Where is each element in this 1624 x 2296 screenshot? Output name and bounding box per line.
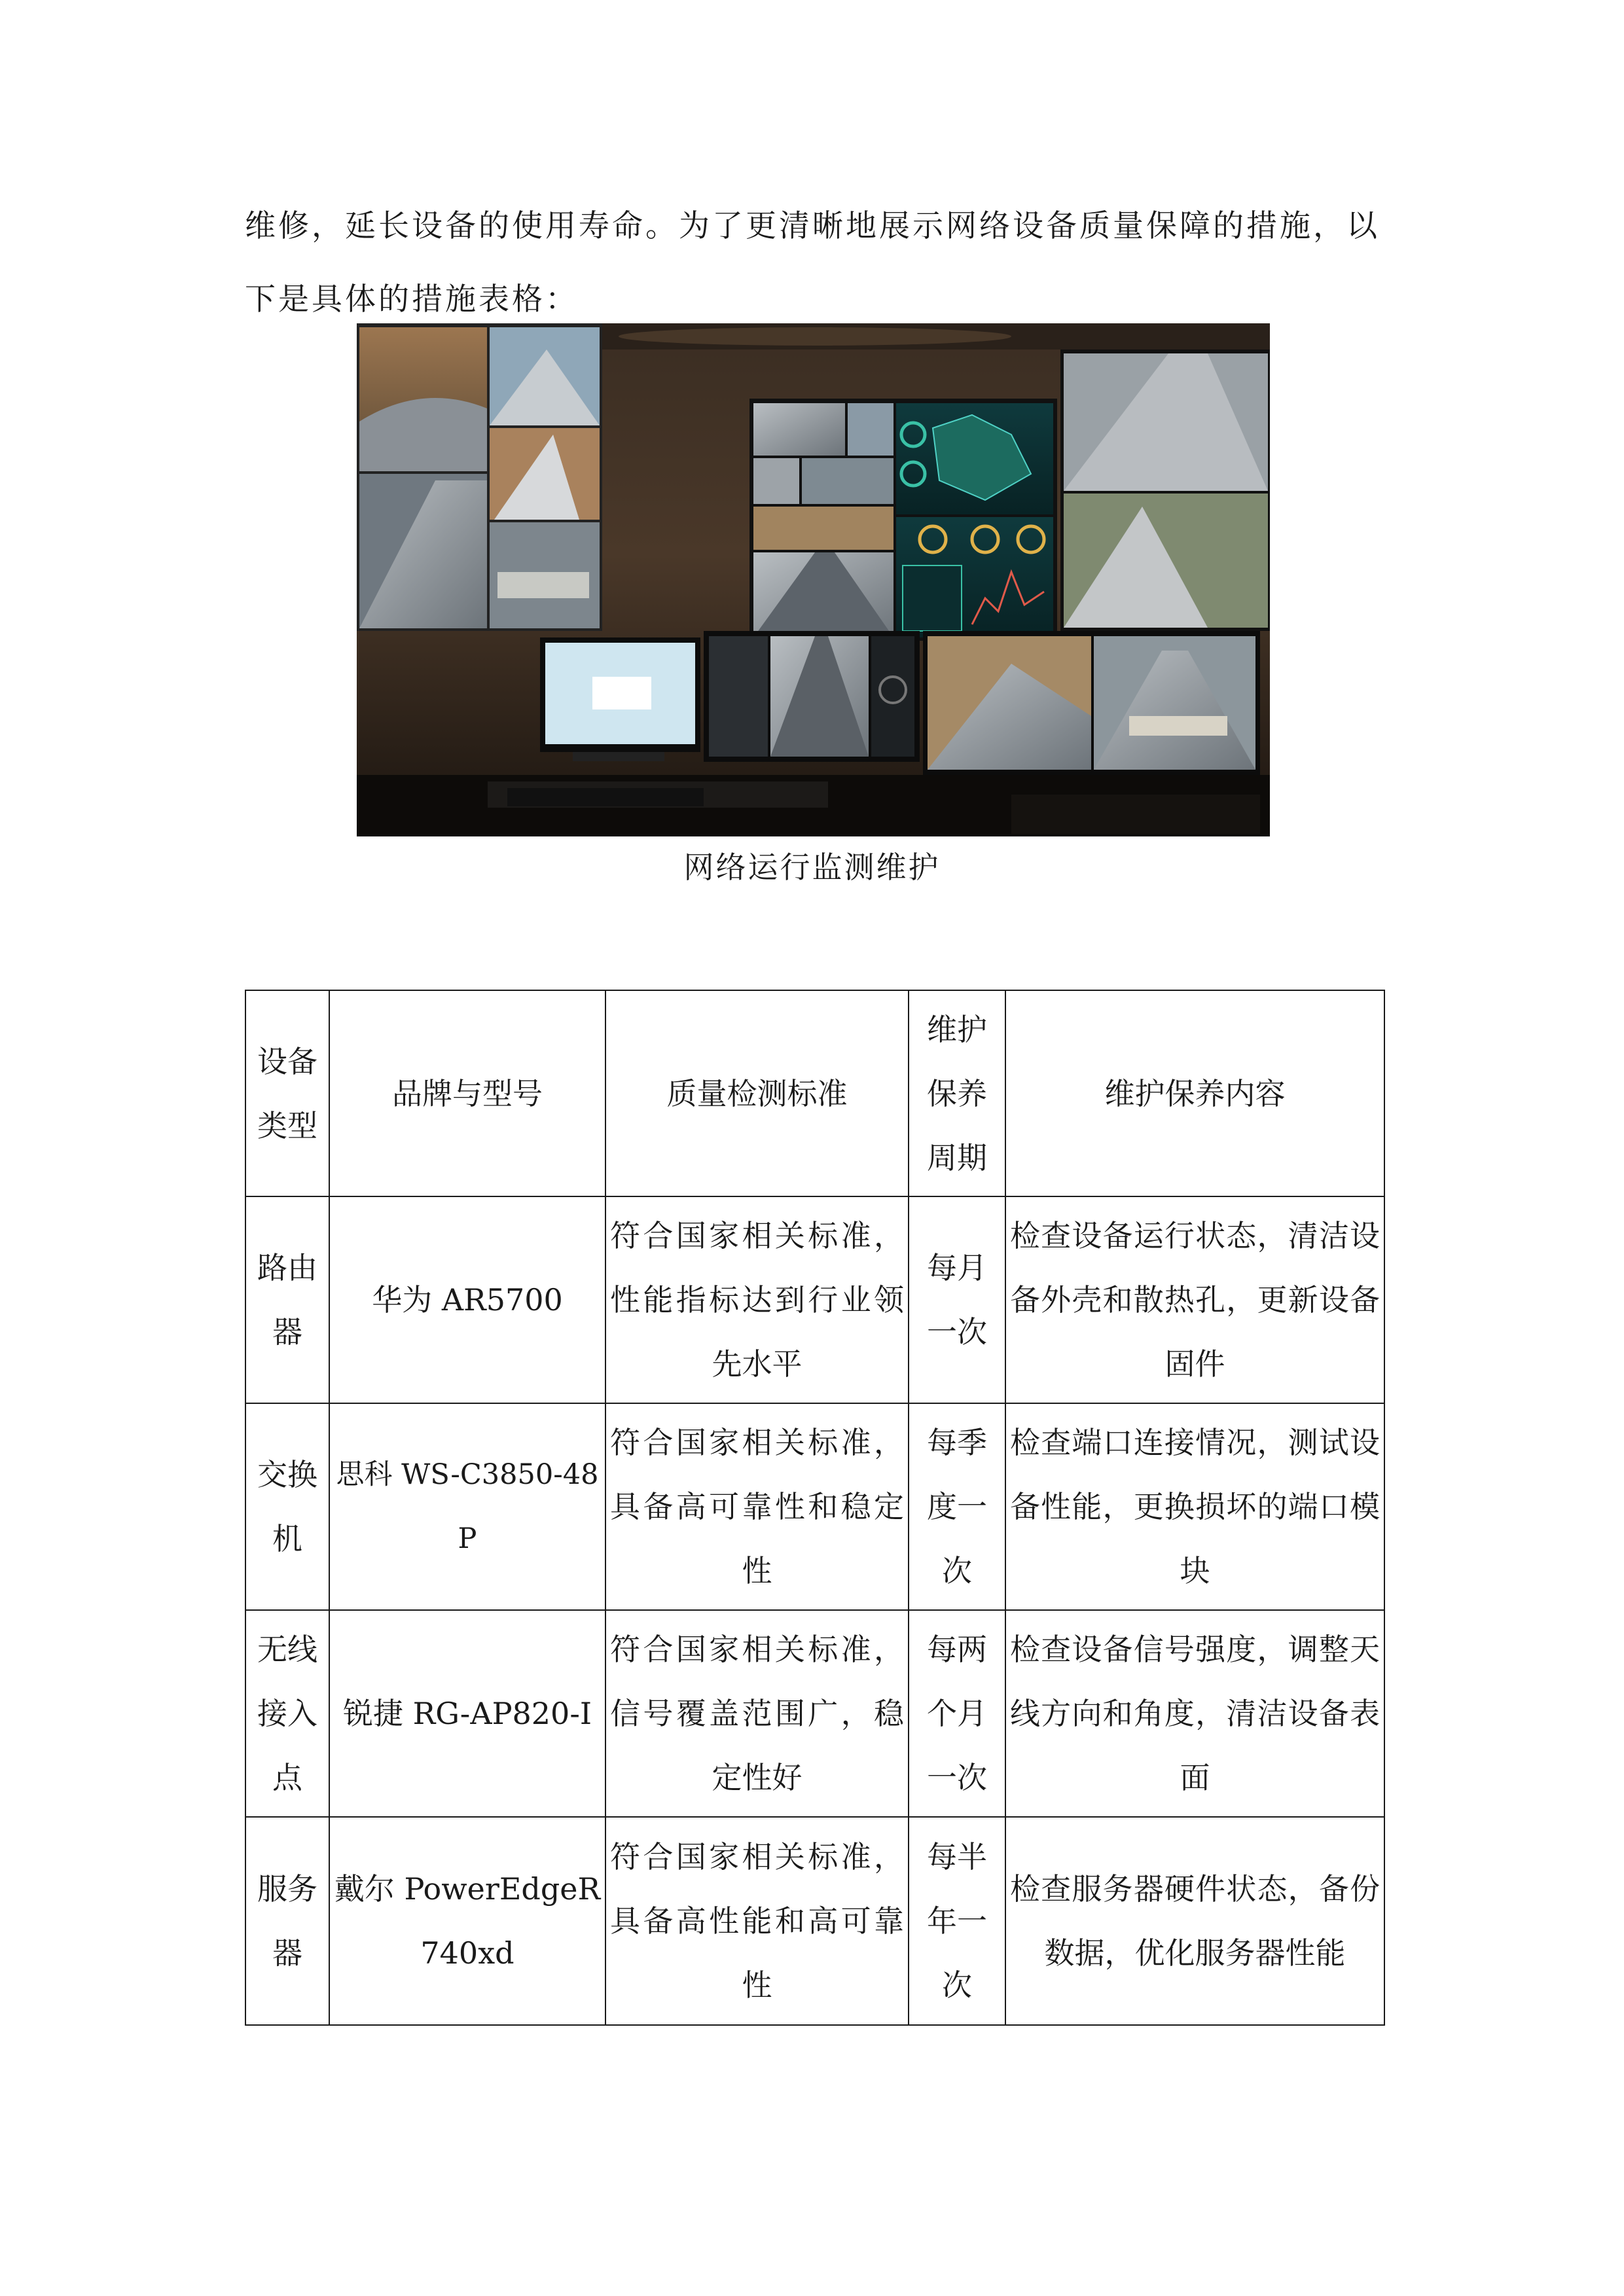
cell-maintenance-cycle: 每月一次 xyxy=(909,1196,1005,1403)
cell-quality-standard: 符合国家相关标准，信号覆盖范围广，稳定性好 xyxy=(605,1610,909,1817)
cell-device-type: 路由器 xyxy=(245,1196,329,1403)
cell-brand-model: 华为 AR5700 xyxy=(329,1196,605,1403)
cell-maintenance-cycle: 每两个月一次 xyxy=(909,1610,1005,1817)
header-device-type: 设备类型 xyxy=(245,990,329,1196)
monitoring-room-photo xyxy=(357,323,1270,836)
cell-quality-standard: 符合国家相关标准，具备高性能和高可靠性 xyxy=(605,1817,909,2025)
cell-quality-standard: 符合国家相关标准，性能指标达到行业领先水平 xyxy=(605,1196,909,1403)
body-paragraph: 维修，延长设备的使用寿命。为了更清晰地展示网络设备质量保障的措施，以下是具体的措施表格： xyxy=(245,208,1380,317)
cell-brand-model: 戴尔 PowerEdgeR740xd xyxy=(329,1817,605,2025)
cell-maintenance-content: 检查设备信号强度，调整天线方向和角度，清洁设备表面 xyxy=(1005,1610,1384,1817)
cell-brand-model: 思科 WS-C3850-48P xyxy=(329,1403,605,1610)
monitoring-room-illustration xyxy=(357,323,1270,836)
desk-monitors xyxy=(540,631,1260,775)
cell-device-type: 服务器 xyxy=(245,1817,329,2025)
header-maintenance-cycle: 维护保养周期 xyxy=(909,990,1005,1196)
cell-quality-standard: 符合国家相关标准，具备高可靠性和稳定性 xyxy=(605,1403,909,1610)
table-row xyxy=(245,1403,1384,1610)
cell-maintenance-content: 检查设备运行状态，清洁设备外壳和散热孔，更新设备固件 xyxy=(1005,1196,1384,1403)
cell-device-type: 交换机 xyxy=(245,1403,329,1610)
cell-brand-model: 锐捷 RG-AP820-I xyxy=(329,1610,605,1817)
cell-device-type: 无线接入点 xyxy=(245,1610,329,1817)
table-row xyxy=(245,1817,1384,2025)
header-quality-standard: 质量检测标准 xyxy=(605,990,909,1196)
figure-caption: 网络运行监测维护 xyxy=(683,850,941,885)
cell-maintenance-cycle: 每季度一次 xyxy=(909,1403,1005,1610)
cell-maintenance-content: 检查端口连接情况，测试设备性能，更换损坏的端口模块 xyxy=(1005,1403,1384,1610)
header-maintenance-content: 维护保养内容 xyxy=(1005,990,1384,1196)
cell-maintenance-cycle: 每半年一次 xyxy=(909,1817,1005,2025)
header-brand-model: 品牌与型号 xyxy=(329,990,605,1196)
cell-maintenance-content: 检查服务器硬件状态，备份数据，优化服务器性能 xyxy=(1005,1817,1384,2025)
table-header-row xyxy=(245,990,1384,1196)
table-row xyxy=(245,1196,1384,1403)
table-row xyxy=(245,1610,1384,1817)
equipment-maintenance-table xyxy=(245,990,1385,2026)
center-video-wall xyxy=(749,399,1057,641)
left-video-wall xyxy=(357,323,602,631)
right-video-wall xyxy=(1060,350,1270,631)
